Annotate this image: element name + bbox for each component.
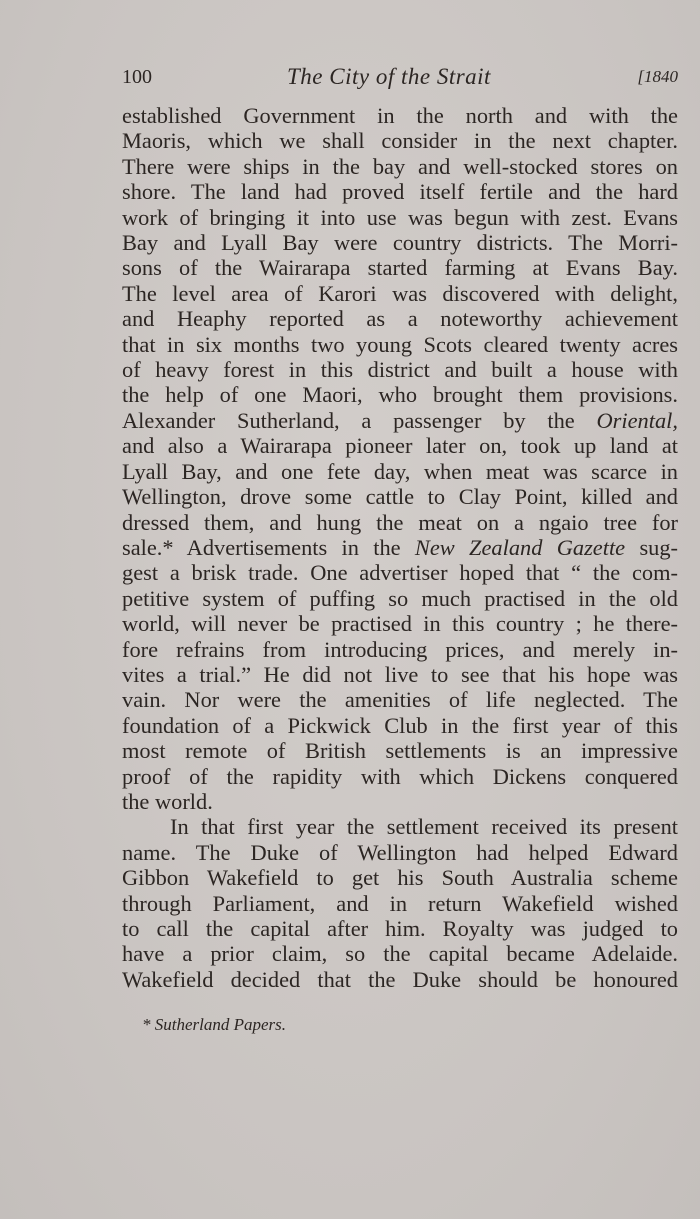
- text-line: [122, 408, 678, 433]
- footnote-text: Sutherland Papers.: [154, 1015, 287, 1035]
- text-line: of heavy forest in this district and built a house with: [122, 357, 678, 383]
- text-line: work of bringing it into use was begun with zest. Evans: [122, 204, 678, 230]
- text-line: Gibbon Wakefield to get his South Australia scheme: [122, 865, 678, 891]
- text-line: vain. Nor were the amenities of life neglected. The: [122, 687, 678, 713]
- text-line: petitive system of puffing so much practised in the old: [122, 585, 678, 611]
- text-line: proof of the rapidity with which Dickens conquered: [122, 763, 678, 789]
- footnote: [122, 1015, 678, 1035]
- text-line: There were ships in the bay and well-stocked stores on: [122, 153, 678, 179]
- text-line: fore refrains from introducing prices, and merely in-: [122, 636, 678, 662]
- text-segment: sale.* Advertisements in the: [122, 534, 401, 560]
- book-page: [122, 64, 678, 1035]
- text-line: In that first year the settlement received its present: [170, 814, 678, 840]
- text-line: [122, 535, 678, 560]
- text-line: that in six months two young Scots cleared twenty acres: [122, 331, 678, 357]
- text-line: the help of one Maori, who brought them provisions.: [122, 382, 678, 408]
- text-line: vites a trial.” He did not live to see that his hope was: [122, 661, 678, 687]
- year-mark: [1840: [637, 67, 678, 86]
- text-line: the world.: [122, 788, 213, 814]
- text-line: and Heaphy reported as a noteworthy achievement: [122, 306, 678, 332]
- text-line: gest a brisk trade. One advertiser hoped that “ the com-: [122, 560, 678, 586]
- text-line: most remote of British settlements is an impressive: [122, 738, 678, 764]
- page-number: 100: [122, 66, 152, 88]
- text-line: have a prior claim, so the capital became Adelaide.: [122, 941, 678, 967]
- text-line: world, will never be practised in this country ; he there-: [122, 611, 678, 637]
- text-line: to call the capital after him. Royalty was judged to: [122, 916, 678, 941]
- newspaper-name: New Zealand Gazette: [414, 534, 626, 560]
- text-line: through Parliament, and in return Wakefield wished: [122, 890, 678, 916]
- text-line: foundation of a Pickwick Club in the first year of this: [122, 712, 678, 738]
- text-line: Maoris, which we shall consider in the next chapter.: [122, 128, 678, 154]
- text-segment: sug-: [639, 534, 678, 560]
- footnote-marker: *: [142, 1015, 151, 1035]
- text-line: name. The Duke of Wellington had helped Edward: [122, 839, 678, 865]
- running-head: [122, 64, 678, 94]
- text-line: established Government in the north and with the: [122, 103, 678, 128]
- text-line: Bay and Lyall Bay were country districts. The Morri-: [122, 230, 678, 256]
- running-title: The City of the Strait: [287, 64, 491, 89]
- ship-name: Oriental,: [596, 407, 678, 433]
- text-line: sons of the Wairarapa started farming at Evans Bay.: [122, 255, 678, 281]
- text-segment: Alexander Sutherland, a passenger by the: [122, 407, 575, 433]
- text-line: dressed them, and hung the meat on a ngaio tree for: [122, 509, 678, 535]
- text-line: shore. The land had proved itself fertile and the hard: [122, 179, 678, 205]
- text-line: Wellington, drove some cattle to Clay Point, killed and: [122, 484, 678, 510]
- text-line: and also a Wairarapa pioneer later on, took up land at: [122, 433, 678, 459]
- body-text: [122, 103, 678, 992]
- text-line: Wakefield decided that the Duke should be honoured: [122, 966, 678, 992]
- text-line: Lyall Bay, and one fete day, when meat was scarce in: [122, 458, 678, 484]
- text-line: The level area of Karori was discovered with delight,: [122, 280, 678, 306]
